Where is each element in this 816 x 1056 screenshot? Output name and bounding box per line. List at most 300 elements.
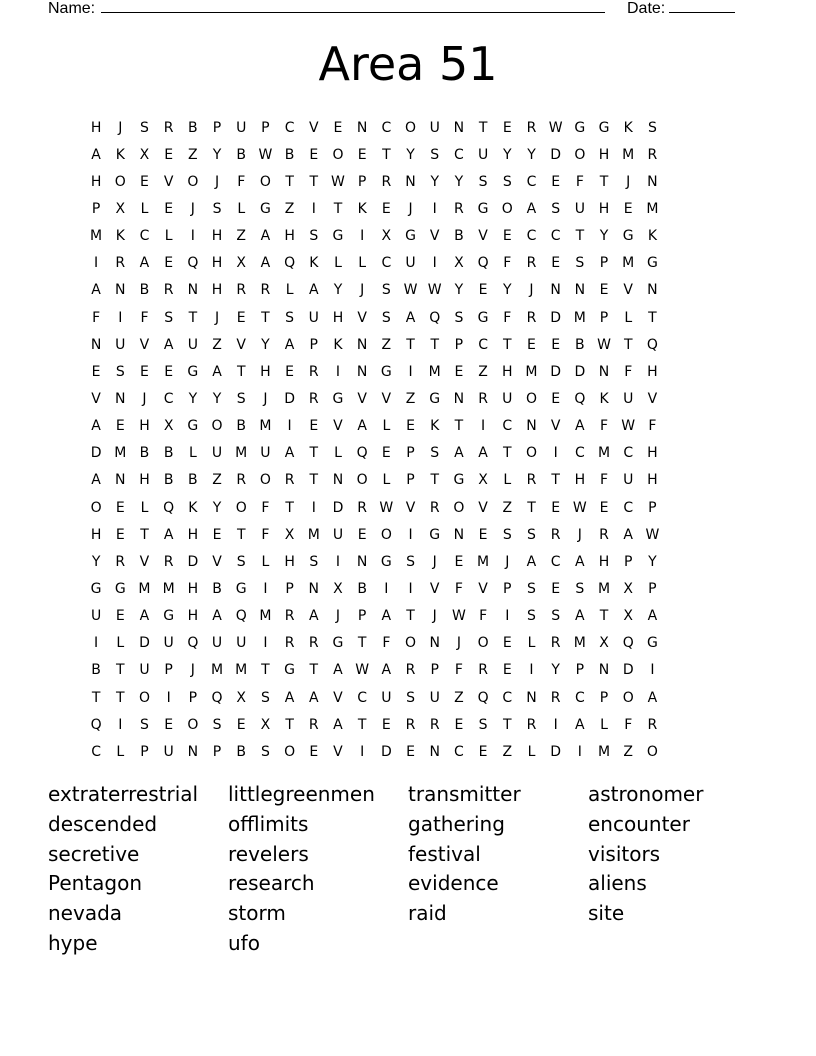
grid-letter[interactable]: T: [309, 472, 319, 489]
grid-letter[interactable]: K: [115, 146, 125, 163]
grid-letter[interactable]: P: [188, 689, 198, 706]
grid-letter[interactable]: S: [260, 743, 270, 760]
grid-letter[interactable]: M: [259, 608, 272, 625]
grid-letter[interactable]: V: [550, 418, 561, 435]
grid-letter[interactable]: H: [211, 228, 223, 245]
grid-letter[interactable]: O: [114, 173, 126, 190]
grid-letter[interactable]: O: [138, 689, 150, 706]
grid-letter[interactable]: A: [647, 689, 658, 706]
grid-letter[interactable]: P: [623, 553, 633, 570]
grid-letter[interactable]: J: [335, 608, 341, 625]
grid-letter[interactable]: C: [550, 553, 561, 570]
grid-letter[interactable]: Z: [623, 743, 634, 760]
grid-letter[interactable]: E: [381, 445, 391, 462]
grid-letter[interactable]: E: [333, 119, 343, 136]
grid-letter[interactable]: G: [259, 200, 271, 217]
grid-letter[interactable]: X: [236, 689, 247, 706]
grid-letter[interactable]: M: [307, 526, 320, 543]
grid-letter[interactable]: E: [502, 635, 512, 652]
grid-letter[interactable]: P: [164, 662, 173, 679]
grid-letter[interactable]: T: [140, 526, 149, 543]
grid-letter[interactable]: G: [332, 390, 344, 407]
grid-letter[interactable]: J: [214, 309, 220, 326]
grid-letter[interactable]: R: [163, 282, 174, 299]
grid-letter[interactable]: K: [357, 200, 367, 217]
grid-letter[interactable]: R: [550, 689, 561, 706]
grid-letter[interactable]: T: [261, 662, 270, 679]
grid-letter[interactable]: S: [164, 309, 174, 326]
grid-letter[interactable]: A: [284, 689, 295, 706]
grid-letter[interactable]: H: [502, 363, 513, 380]
grid-letter[interactable]: J: [118, 119, 123, 136]
grid-letter[interactable]: U: [477, 146, 489, 163]
grid-letter[interactable]: F: [261, 499, 270, 516]
grid-letter[interactable]: N: [598, 363, 610, 380]
grid-letter[interactable]: V: [357, 390, 367, 407]
grid-letter[interactable]: A: [454, 445, 464, 462]
grid-letter[interactable]: F: [382, 635, 391, 652]
grid-letter[interactable]: U: [429, 119, 440, 136]
date-field[interactable]: [627, 0, 735, 19]
grid-letter[interactable]: R: [308, 635, 319, 652]
grid-letter[interactable]: X: [163, 418, 174, 435]
grid-letter[interactable]: O: [622, 689, 634, 706]
grid-letter[interactable]: A: [260, 255, 271, 272]
grid-letter[interactable]: E: [502, 119, 512, 136]
grid-letter[interactable]: G: [187, 418, 199, 435]
grid-letter[interactable]: V: [139, 553, 150, 570]
grid-letter[interactable]: S: [478, 716, 488, 733]
grid-letter[interactable]: E: [115, 499, 125, 516]
grid-letter[interactable]: L: [140, 200, 149, 217]
grid-letter[interactable]: V: [429, 228, 440, 245]
grid-letter[interactable]: R: [308, 390, 319, 407]
grid-letter[interactable]: M: [259, 418, 272, 435]
grid-letter[interactable]: H: [647, 445, 658, 462]
grid-letter[interactable]: O: [211, 418, 223, 435]
grid-letter[interactable]: M: [162, 580, 175, 597]
grid-letter[interactable]: N: [526, 689, 537, 706]
grid-letter[interactable]: S: [309, 553, 319, 570]
grid-letter[interactable]: L: [600, 716, 608, 733]
grid-letter[interactable]: Y: [503, 282, 512, 299]
grid-letter[interactable]: A: [91, 282, 101, 299]
grid-letter[interactable]: A: [381, 608, 392, 625]
grid-letter[interactable]: T: [236, 363, 246, 380]
grid-letter[interactable]: V: [212, 553, 222, 570]
grid-letter[interactable]: K: [333, 336, 343, 353]
grid-letter[interactable]: H: [187, 580, 199, 597]
grid-letter[interactable]: H: [211, 282, 223, 299]
grid-letter[interactable]: I: [94, 635, 99, 652]
grid-letter[interactable]: R: [478, 390, 488, 407]
grid-letter[interactable]: N: [647, 173, 658, 190]
grid-letter[interactable]: T: [357, 635, 367, 652]
grid-letter[interactable]: K: [115, 228, 125, 245]
grid-letter[interactable]: A: [91, 418, 101, 435]
grid-letter[interactable]: G: [187, 363, 199, 380]
grid-letter[interactable]: E: [381, 200, 391, 217]
grid-letter[interactable]: M: [477, 553, 490, 570]
grid-letter[interactable]: P: [309, 336, 318, 353]
grid-letter[interactable]: R: [599, 526, 609, 543]
grid-letter[interactable]: M: [573, 309, 586, 326]
grid-letter[interactable]: J: [190, 200, 195, 217]
grid-letter[interactable]: T: [357, 716, 367, 733]
grid-letter[interactable]: D: [187, 553, 199, 570]
grid-letter[interactable]: K: [430, 418, 440, 435]
grid-letter[interactable]: F: [454, 580, 463, 597]
grid-letter[interactable]: X: [284, 526, 295, 543]
grid-letter[interactable]: D: [574, 363, 586, 380]
grid-letter[interactable]: T: [430, 472, 439, 489]
grid-letter[interactable]: F: [140, 309, 149, 326]
grid-letter[interactable]: E: [164, 716, 174, 733]
grid-letter[interactable]: C: [526, 173, 537, 190]
grid-letter[interactable]: E: [91, 363, 101, 380]
grid-letter[interactable]: M: [622, 255, 635, 272]
grid-letter[interactable]: I: [384, 580, 389, 597]
grid-letter[interactable]: Y: [430, 173, 439, 190]
grid-letter[interactable]: G: [163, 608, 175, 625]
grid-letter[interactable]: Z: [284, 200, 295, 217]
grid-letter[interactable]: A: [308, 282, 319, 299]
grid-letter[interactable]: I: [432, 200, 437, 217]
grid-letter[interactable]: Y: [454, 282, 464, 299]
grid-letter[interactable]: B: [454, 228, 464, 245]
grid-letter[interactable]: J: [263, 390, 268, 407]
grid-letter[interactable]: E: [527, 336, 536, 353]
grid-letter[interactable]: K: [623, 119, 633, 136]
grid-letter[interactable]: Q: [211, 689, 223, 706]
grid-letter[interactable]: H: [598, 200, 610, 217]
grid-letter[interactable]: V: [236, 336, 246, 353]
grid-letter[interactable]: S: [381, 282, 391, 299]
grid-letter[interactable]: O: [501, 200, 513, 217]
grid-letter[interactable]: I: [335, 553, 341, 570]
grid-letter[interactable]: I: [505, 608, 510, 625]
grid-letter[interactable]: S: [309, 228, 319, 245]
grid-letter[interactable]: A: [526, 553, 537, 570]
grid-letter[interactable]: N: [453, 526, 465, 543]
grid-letter[interactable]: F: [261, 526, 270, 543]
grid-letter[interactable]: U: [308, 309, 319, 326]
grid-letter[interactable]: E: [551, 390, 561, 407]
grid-letter[interactable]: B: [236, 743, 247, 760]
grid-letter[interactable]: T: [285, 499, 294, 516]
grid-letter[interactable]: E: [406, 743, 415, 760]
grid-letter[interactable]: T: [575, 228, 585, 245]
grid-letter[interactable]: U: [163, 743, 174, 760]
grid-letter[interactable]: R: [429, 716, 440, 733]
grid-letter[interactable]: C: [502, 418, 513, 435]
grid-letter[interactable]: C: [454, 743, 464, 760]
grid-letter[interactable]: I: [553, 716, 558, 733]
grid-letter[interactable]: J: [505, 553, 510, 570]
grid-letter[interactable]: H: [139, 472, 150, 489]
grid-letter[interactable]: O: [356, 472, 368, 489]
grid-letter[interactable]: F: [624, 363, 633, 380]
grid-letter[interactable]: A: [284, 445, 295, 462]
grid-letter[interactable]: H: [574, 472, 586, 489]
grid-letter[interactable]: Y: [454, 173, 464, 190]
grid-letter[interactable]: I: [311, 499, 316, 516]
grid-letter[interactable]: D: [622, 662, 634, 679]
grid-letter[interactable]: P: [599, 255, 609, 272]
grid-letter[interactable]: B: [139, 445, 150, 462]
grid-letter[interactable]: B: [188, 472, 198, 489]
grid-letter[interactable]: E: [502, 662, 512, 679]
grid-letter[interactable]: S: [551, 200, 561, 217]
grid-letter[interactable]: E: [478, 743, 488, 760]
grid-letter[interactable]: F: [648, 418, 657, 435]
grid-letter[interactable]: J: [529, 282, 534, 299]
grid-letter[interactable]: P: [648, 499, 657, 516]
grid-letter[interactable]: I: [553, 445, 558, 462]
grid-letter[interactable]: R: [526, 309, 537, 326]
grid-letter[interactable]: P: [212, 743, 222, 760]
grid-letter[interactable]: C: [574, 689, 585, 706]
grid-letter[interactable]: N: [647, 282, 658, 299]
grid-letter[interactable]: R: [454, 200, 464, 217]
grid-letter[interactable]: Z: [478, 363, 488, 380]
grid-letter[interactable]: H: [284, 553, 295, 570]
grid-letter[interactable]: J: [577, 526, 582, 543]
grid-letter[interactable]: T: [236, 526, 246, 543]
grid-letter[interactable]: J: [190, 662, 195, 679]
grid-letter[interactable]: L: [116, 635, 125, 652]
grid-letter[interactable]: S: [406, 689, 415, 706]
grid-letter[interactable]: K: [599, 390, 609, 407]
grid-letter[interactable]: M: [597, 580, 611, 597]
grid-letter[interactable]: N: [115, 472, 126, 489]
grid-letter[interactable]: B: [236, 418, 247, 435]
grid-letter[interactable]: I: [360, 228, 365, 245]
grid-letter[interactable]: P: [212, 119, 222, 136]
grid-letter[interactable]: P: [357, 608, 367, 625]
grid-letter[interactable]: U: [211, 445, 223, 462]
grid-letter[interactable]: T: [430, 336, 439, 353]
grid-letter[interactable]: Q: [284, 255, 296, 272]
grid-letter[interactable]: S: [285, 309, 295, 326]
grid-letter[interactable]: O: [284, 743, 296, 760]
grid-letter[interactable]: Q: [356, 445, 368, 462]
grid-letter[interactable]: H: [187, 526, 199, 543]
grid-letter[interactable]: A: [478, 445, 488, 462]
grid-letter[interactable]: B: [236, 146, 247, 163]
grid-letter[interactable]: N: [332, 472, 344, 489]
grid-letter[interactable]: E: [551, 173, 561, 190]
grid-letter[interactable]: U: [236, 119, 247, 136]
grid-letter[interactable]: O: [525, 390, 537, 407]
grid-letter[interactable]: T: [648, 309, 657, 326]
grid-letter[interactable]: T: [478, 119, 488, 136]
grid-letter[interactable]: P: [575, 662, 585, 679]
grid-letter[interactable]: B: [139, 282, 150, 299]
grid-letter[interactable]: T: [188, 309, 198, 326]
grid-letter[interactable]: R: [526, 716, 537, 733]
grid-letter[interactable]: O: [525, 445, 537, 462]
grid-letter[interactable]: E: [454, 553, 464, 570]
grid-letter[interactable]: D: [550, 146, 562, 163]
grid-letter[interactable]: R: [478, 662, 488, 679]
grid-letter[interactable]: N: [453, 119, 465, 136]
grid-letter[interactable]: A: [575, 716, 585, 733]
grid-letter[interactable]: O: [380, 526, 392, 543]
grid-letter[interactable]: T: [261, 309, 270, 326]
grid-letter[interactable]: R: [381, 173, 392, 190]
grid-letter[interactable]: E: [285, 363, 295, 380]
grid-letter[interactable]: F: [92, 309, 101, 326]
grid-letter[interactable]: X: [381, 228, 392, 245]
grid-letter[interactable]: F: [237, 173, 246, 190]
grid-letter[interactable]: R: [284, 608, 295, 625]
grid-letter[interactable]: E: [115, 608, 125, 625]
grid-letter[interactable]: U: [236, 635, 247, 652]
grid-letter[interactable]: V: [429, 580, 440, 597]
grid-letter[interactable]: X: [115, 200, 126, 217]
grid-letter[interactable]: P: [430, 662, 439, 679]
grid-letter[interactable]: P: [357, 173, 367, 190]
grid-letter[interactable]: L: [382, 418, 391, 435]
grid-letter[interactable]: Y: [406, 146, 415, 163]
grid-letter[interactable]: I: [118, 309, 123, 326]
grid-letter[interactable]: G: [477, 200, 489, 217]
grid-letter[interactable]: T: [309, 445, 319, 462]
grid-letter[interactable]: A: [526, 200, 537, 217]
grid-letter[interactable]: S: [430, 445, 440, 462]
grid-letter[interactable]: X: [139, 146, 150, 163]
grid-letter[interactable]: Q: [574, 390, 586, 407]
grid-letter[interactable]: N: [550, 282, 561, 299]
grid-letter[interactable]: T: [309, 173, 319, 190]
grid-letter[interactable]: M: [210, 662, 224, 679]
grid-letter[interactable]: J: [360, 282, 365, 299]
grid-letter[interactable]: H: [647, 472, 658, 489]
grid-letter[interactable]: C: [623, 499, 634, 516]
grid-letter[interactable]: X: [236, 255, 247, 272]
grid-letter[interactable]: D: [139, 635, 150, 652]
grid-letter[interactable]: R: [284, 635, 295, 652]
grid-letter[interactable]: Q: [477, 255, 489, 272]
grid-letter[interactable]: E: [599, 499, 609, 516]
grid-letter[interactable]: A: [308, 608, 319, 625]
grid-letter[interactable]: S: [140, 716, 149, 733]
grid-letter[interactable]: E: [551, 336, 561, 353]
grid-letter[interactable]: S: [236, 390, 246, 407]
grid-letter[interactable]: F: [575, 173, 584, 190]
grid-letter[interactable]: E: [115, 526, 125, 543]
grid-letter[interactable]: Q: [429, 309, 441, 326]
grid-letter[interactable]: Y: [648, 553, 657, 570]
grid-letter[interactable]: I: [481, 418, 486, 435]
grid-letter[interactable]: U: [260, 445, 271, 462]
grid-letter[interactable]: G: [646, 255, 658, 272]
grid-letter[interactable]: C: [139, 228, 150, 245]
grid-letter[interactable]: N: [429, 635, 440, 652]
grid-letter[interactable]: Y: [212, 390, 222, 407]
grid-letter[interactable]: P: [406, 472, 415, 489]
grid-letter[interactable]: A: [139, 608, 150, 625]
grid-letter[interactable]: M: [646, 200, 659, 217]
grid-letter[interactable]: U: [90, 608, 102, 625]
grid-letter[interactable]: J: [432, 608, 437, 625]
grid-letter[interactable]: J: [432, 553, 437, 570]
grid-letter[interactable]: Y: [261, 336, 270, 353]
grid-letter[interactable]: I: [577, 743, 582, 760]
grid-letter[interactable]: P: [648, 580, 657, 597]
grid-letter[interactable]: A: [575, 553, 585, 570]
grid-letter[interactable]: M: [235, 445, 248, 462]
grid-letter[interactable]: G: [284, 662, 296, 679]
grid-letter[interactable]: W: [548, 119, 563, 136]
grid-letter[interactable]: G: [598, 119, 610, 136]
grid-letter[interactable]: E: [309, 743, 319, 760]
grid-letter[interactable]: G: [332, 635, 344, 652]
grid-letter[interactable]: R: [115, 553, 126, 570]
grid-letter[interactable]: Z: [381, 336, 392, 353]
grid-letter[interactable]: X: [454, 255, 464, 272]
grid-letter[interactable]: G: [380, 553, 392, 570]
grid-letter[interactable]: F: [454, 662, 463, 679]
grid-letter[interactable]: S: [527, 580, 536, 597]
grid-letter[interactable]: A: [575, 418, 585, 435]
grid-letter[interactable]: O: [187, 173, 199, 190]
grid-letter[interactable]: L: [334, 255, 342, 272]
grid-letter[interactable]: V: [478, 580, 488, 597]
grid-letter[interactable]: C: [381, 119, 392, 136]
grid-letter[interactable]: Y: [212, 146, 222, 163]
grid-letter[interactable]: S: [454, 309, 464, 326]
grid-letter[interactable]: L: [188, 445, 197, 462]
grid-letter[interactable]: Y: [503, 146, 512, 163]
grid-letter[interactable]: S: [260, 689, 270, 706]
grid-letter[interactable]: T: [116, 689, 125, 706]
grid-letter[interactable]: S: [478, 173, 488, 190]
grid-letter[interactable]: A: [163, 336, 174, 353]
grid-letter[interactable]: G: [114, 580, 126, 597]
grid-letter[interactable]: H: [90, 119, 102, 136]
grid-letter[interactable]: F: [503, 255, 512, 272]
grid-letter[interactable]: S: [502, 173, 512, 190]
grid-letter[interactable]: A: [575, 608, 585, 625]
grid-letter[interactable]: A: [405, 309, 416, 326]
grid-letter[interactable]: Z: [236, 228, 247, 245]
grid-letter[interactable]: S: [140, 119, 149, 136]
grid-letter[interactable]: M: [525, 363, 538, 380]
grid-letter[interactable]: N: [308, 580, 320, 597]
grid-letter[interactable]: U: [429, 689, 440, 706]
grid-letter[interactable]: N: [356, 119, 368, 136]
grid-letter[interactable]: U: [139, 662, 150, 679]
grid-letter[interactable]: B: [163, 445, 174, 462]
grid-letter[interactable]: R: [405, 662, 416, 679]
grid-letter[interactable]: I: [263, 580, 268, 597]
grid-letter[interactable]: J: [408, 200, 413, 217]
grid-letter[interactable]: L: [527, 635, 536, 652]
grid-letter[interactable]: V: [163, 173, 174, 190]
grid-letter[interactable]: D: [284, 390, 295, 407]
grid-letter[interactable]: O: [453, 499, 465, 516]
grid-letter[interactable]: A: [260, 228, 271, 245]
grid-letter[interactable]: M: [428, 363, 441, 380]
grid-letter[interactable]: I: [190, 228, 195, 245]
grid-letter[interactable]: A: [91, 146, 101, 163]
grid-letter[interactable]: A: [381, 662, 392, 679]
grid-letter[interactable]: U: [332, 526, 344, 543]
grid-letter[interactable]: T: [527, 499, 536, 516]
grid-letter[interactable]: V: [333, 418, 343, 435]
